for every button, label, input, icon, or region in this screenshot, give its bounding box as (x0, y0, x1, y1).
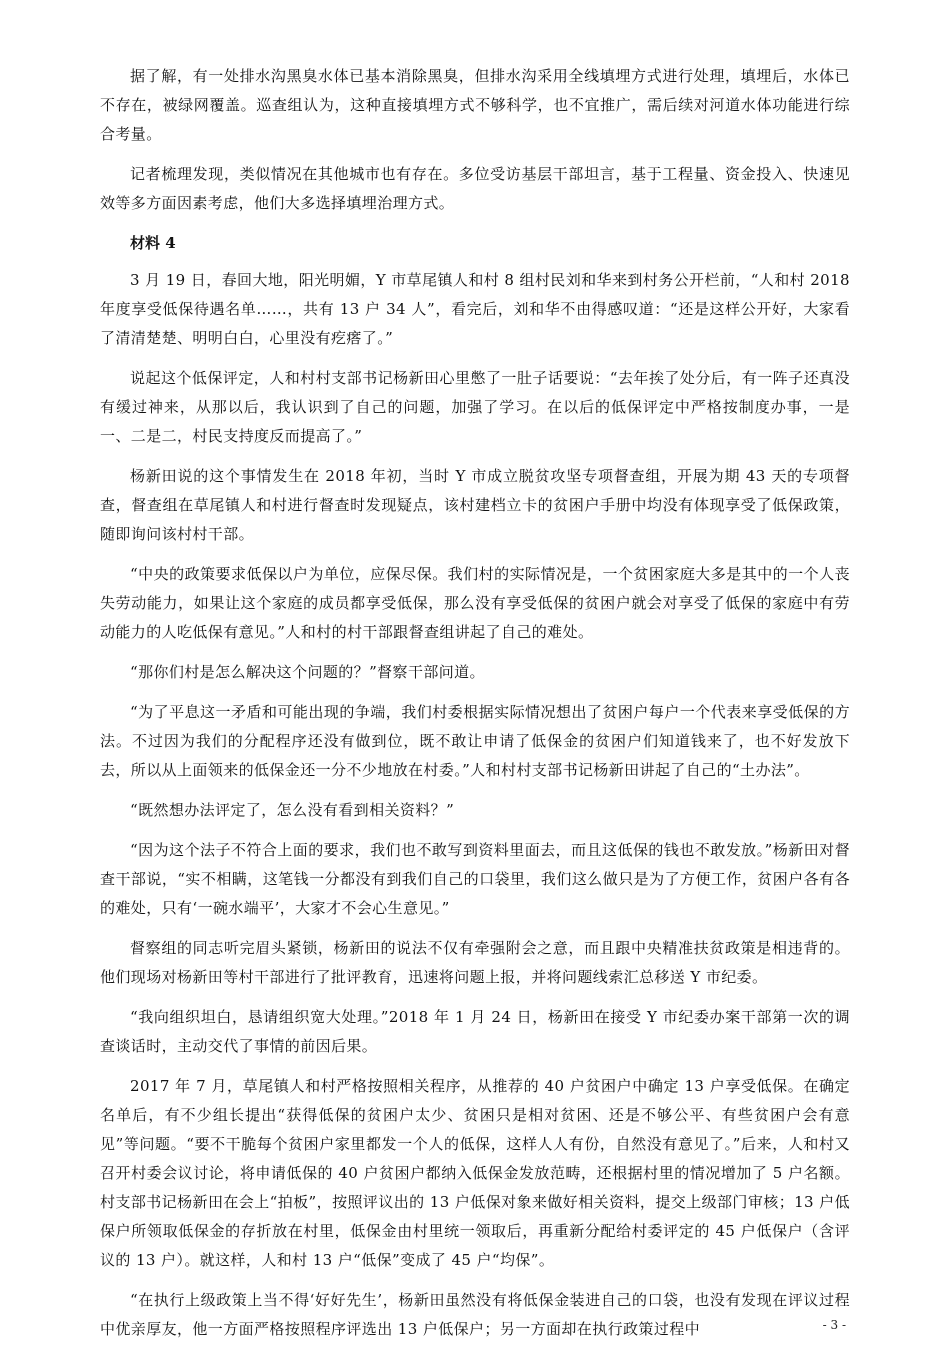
paragraph: 记者梳理发现，类似情况在其他城市也有存在。多位受访基层干部坦言，基于工程量、资金投入、快速见效等多方面因素考虑，他们大多选择填埋治理方式。 (100, 165, 850, 212)
paragraph: 杨新田说的这个事情发生在 2018 年初，当时 Y 市成立脱贫攻坚专项督查组，开展为期 43 天的专项督查，督查组在草尾镇人和村进行督查时发现疑点，该村建档立卡的贫困户手册中均没有体现享受了低保政策，随即询问该村村干部。 (100, 467, 850, 543)
paragraph: “我向组织坦白，恳请组织宽大处理。”2018 年 1 月 24 日，杨新田在接受 Y 市纪委办案干部第一次的调查谈话时，主动交代了事情的前因后果。 (100, 1008, 850, 1055)
paragraph: 2017 年 7 月，草尾镇人和村严格按照相关程序，从推荐的 40 户贫困户中确定 13 户享受低保。在确定名单后，有不少组长提出“获得低保的贫困户太少、贫困只是相对贫困、还是不够公平、有些贫困户会有意见”等问题。“要不干脆每个贫困户家里都发一个人的低保，这样人人有份，自然没有意见了。”后来，人和村又召开村委会议讨论，将申请低保的 40 户贫困户都纳入低保金发放范畴，还根据村里的情况增加了 5 户名额。村支部书记杨新田在会上“拍板”，按照评议出的 13 户低保对象来做好相关资料，提交上级部门审核；13 户低保户所领取低保金的存折放在村里，低保金由村里统一领取后，再重新分配给村委评定的 45 户低保户（含评议的 13 户）。就这样，人和村 13 户“低保”变成了 45 户“均保”。 (100, 1077, 850, 1269)
document-body (100, 62, 850, 1355)
paragraph: “那你们村是怎么解决这个问题的？”督察干部问道。 (130, 663, 485, 681)
paragraph: “为了平息这一矛盾和可能出现的争端，我们村委根据实际情况想出了贫困户每户一个代表来享受低保的方法。不过因为我们的分配程序还没有做到位，既不敢让申请了低保金的贫困户们知道钱来了，也不好发放下去，所以从上面领来的低保金还一分不少地放在村委。”人和村村支部书记杨新田讲起了自己的“土办法”。 (100, 703, 850, 779)
section-heading: 材料 4 (130, 234, 176, 252)
paragraph: “中央的政策要求低保以户为单位，应保尽保。我们村的实际情况是，一个贫困家庭大多是其中的一个人丧失劳动能力，如果让这个家庭的成员都享受低保，那么没有享受低保的贫困户就会对享受了低保的家庭中有劳动能力的人吃低保有意见。”人和村的村干部跟督查组讲起了自己的难处。 (100, 565, 850, 641)
paragraph: 据了解，有一处排水沟黑臭水体已基本消除黑臭，但排水沟采用全线填埋方式进行处理，填埋后，水体已不存在，被绿网覆盖。巡查组认为，这种直接填埋方式不够科学，也不宜推广，需后续对河道水体功能进行综合考量。 (100, 67, 850, 143)
paragraph: 督察组的同志听完眉头紧锁，杨新田的说法不仅有牵强附会之意，而且跟中央精准扶贫政策是相违背的。他们现场对杨新田等村干部进行了批评教育，迅速将问题上报，并将问题线索汇总移送 Y 市纪委。 (100, 939, 850, 986)
paragraph: “因为这个法子不符合上面的要求，我们也不敢写到资料里面去，而且这低保的钱也不敢发放。”杨新田对督查干部说，“实不相瞒，这笔钱一分都没有到我们自己的口袋里，我们这么做只是为了方便工作，贫困户各有各的难处，只有‘一碗水端平’，大家才不会心生意见。” (100, 841, 850, 917)
page-number: - 3 - (822, 1318, 846, 1332)
paragraph: “在执行上级政策上当不得‘好好先生’，杨新田虽然没有将低保金装进自己的口袋，也没有发现在评议过程中优亲厚友，他一方面严格按照程序评选出 13 户低保户；另一方面却在执行政策过程中 (100, 1291, 850, 1338)
paragraph: 3 月 19 日，春回大地，阳光明媚，Y 市草尾镇人和村 8 组村民刘和华来到村务公开栏前，“人和村 2018 年度享受低保待遇名单……，共有 13 户 34 人”，看完后，刘和华不由得感叹道：“还是这样公开好，大家看了清清楚楚、明明白白，心里没有疙瘩了。” (100, 271, 850, 347)
paragraph: 说起这个低保评定，人和村村支部书记杨新田心里憋了一肚子话要说：“去年挨了处分后，有一阵子还真没有缓过神来，从那以后，我认识到了自己的问题，加强了学习。在以后的低保评定中严格按制度办事，一是一、二是二，村民支持度反而提高了。” (100, 369, 850, 445)
paragraph: “既然想办法评定了，怎么没有看到相关资料？” (130, 801, 455, 819)
